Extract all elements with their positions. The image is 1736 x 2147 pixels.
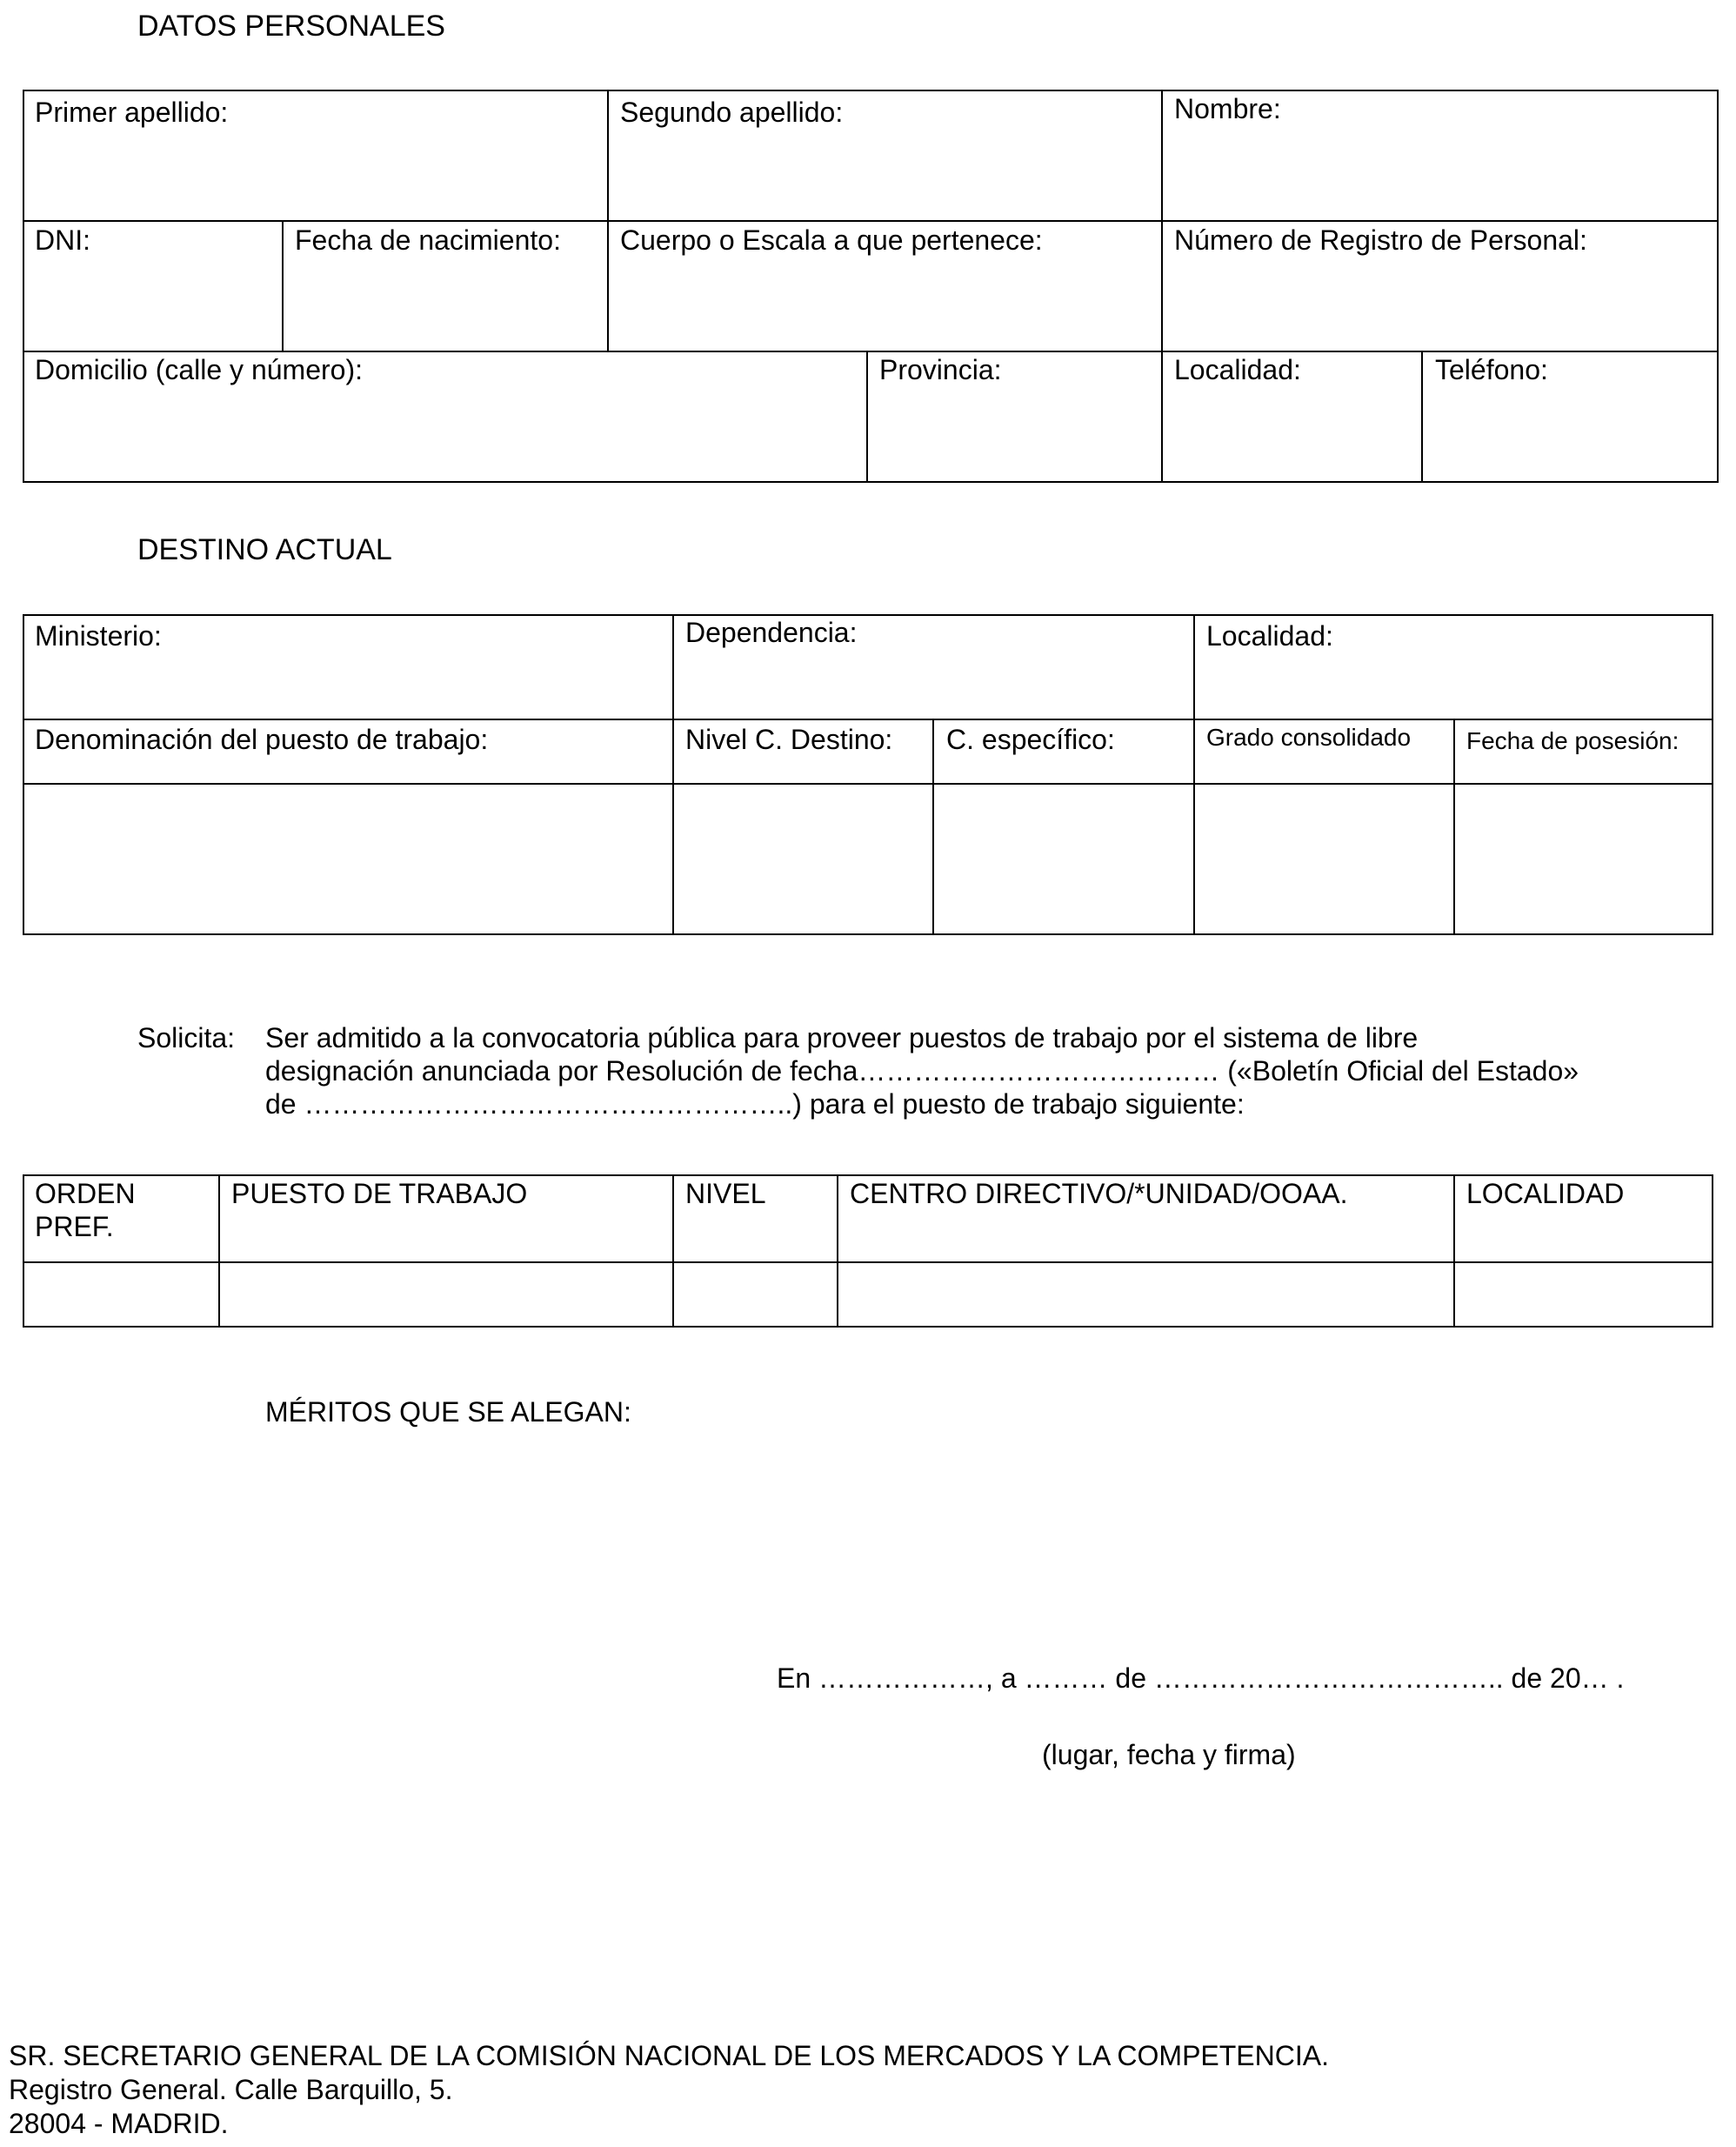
grado-label: Grado consolidado [1206,724,1412,751]
firma-caption: (lugar, fecha y firma) [1042,1739,1296,1770]
footer-registro: Registro General. Calle Barquillo, 5. [9,2074,453,2105]
domicilio-label: Domicilio (calle y número): [35,354,363,385]
puesto-header: PUESTO DE TRABAJO [231,1178,528,1209]
cuerpo-escala-label: Cuerpo o Escala a que pertenece: [620,224,1043,256]
solicita-line-1: Ser admitido a la convocatoria pública para proveer puestos de trabajo por el sistema de libre [265,1022,1419,1053]
fecha-nacimiento-label: Fecha de nacimiento: [295,224,561,256]
footer-ciudad: 28004 - MADRID. [9,2108,229,2139]
fecha-posesion-label: Fecha de posesión: [1466,727,1679,754]
localidad-header: LOCALIDAD [1466,1178,1625,1209]
solicita-line-3: de ……………………………………………..) para el puesto de trabajo siguiente: [265,1088,1245,1120]
orden-header-line2: PREF. [35,1211,114,1242]
fecha-firma-line: En ………………, a ……… de ……………………………….. de 20… . [777,1662,1625,1694]
destino-localidad-label: Localidad: [1206,620,1333,652]
nivel-destino-label: Nivel C. Destino: [685,724,893,755]
orden-header-line1: ORDEN [35,1178,136,1209]
primer-apellido-label: Primer apellido: [35,97,229,128]
provincia-label: Provincia: [879,354,1002,385]
nivel-header: NIVEL [685,1178,766,1209]
localidad-label: Localidad: [1174,354,1301,385]
dni-label: DNI: [35,224,90,256]
solicita-line-2: designación anunciada por Resolución de fecha………………………………… («Boletín Oficial del Estado» [265,1055,1579,1087]
destino-actual-heading: DESTINO ACTUAL [137,533,392,566]
telefono-label: Teléfono: [1435,354,1548,385]
ministerio-label: Ministerio: [35,620,162,652]
especifico-label: C. específico: [946,724,1115,755]
segundo-apellido-label: Segundo apellido: [620,97,844,128]
datos-personales-heading: DATOS PERSONALES [137,10,445,43]
footer-destinatario: SR. SECRETARIO GENERAL DE LA COMISIÓN NACIONAL DE LOS MERCADOS Y LA COMPETENCIA. [9,2040,1329,2071]
dependencia-label: Dependencia: [685,617,858,648]
denominacion-label: Denominación del puesto de trabajo: [35,724,489,755]
centro-header: CENTRO DIRECTIVO/*UNIDAD/OOAA. [850,1178,1348,1209]
solicita-label: Solicita: [137,1022,236,1053]
nombre-label: Nombre: [1174,93,1281,124]
meritos-heading: MÉRITOS QUE SE ALEGAN: [265,1396,631,1428]
nrp-label: Número de Registro de Personal: [1174,224,1587,256]
